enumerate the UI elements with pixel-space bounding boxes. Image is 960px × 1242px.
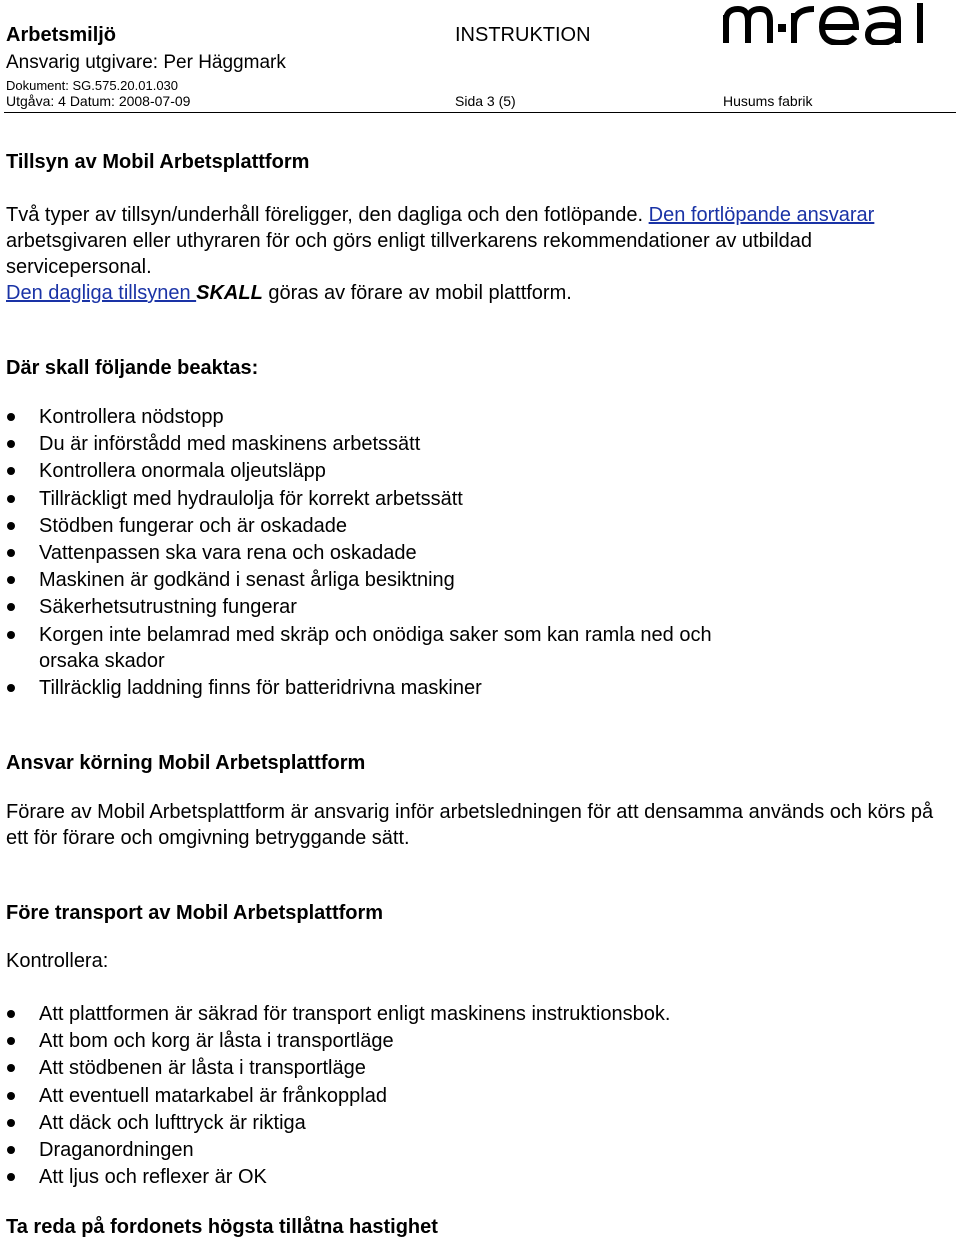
- list-item: Vattenpassen ska vara rena och oskadade: [0, 540, 940, 567]
- heading-beaktas: Där skall följande beaktas:: [6, 357, 259, 379]
- heading-ansvar-korning: Ansvar körning Mobil Arbetsplattform: [6, 752, 366, 774]
- tillsyn-intro-text: Två typer av tillsyn/underhåll föreligger, den dagliga och den fotlöpande.: [6, 204, 649, 226]
- mreal-logo: [722, 3, 944, 45]
- bullet-icon: [7, 522, 15, 530]
- fortlopande-link[interactable]: Den fortlöpande ansvarar: [648, 204, 875, 226]
- daglig-tillsyn-link[interactable]: Den dagliga tillsynen: [6, 282, 197, 304]
- skall-emphasis: SKALL: [196, 282, 263, 304]
- header-title: Arbetsmiljö: [6, 24, 117, 46]
- facility-name: Husums fabrik: [723, 93, 813, 109]
- bullet-icon: [7, 549, 15, 557]
- bullet-icon: [7, 1092, 15, 1100]
- bullet-icon: [7, 440, 15, 448]
- bullet-icon: [7, 467, 15, 475]
- bullet-icon: [7, 1173, 15, 1181]
- bullet-icon: [7, 1037, 15, 1045]
- list-item: Du är införstådd med maskinens arbetssätt: [0, 431, 940, 458]
- daglig-rest-text: göras av förare av mobil plattform.: [262, 282, 572, 304]
- list-item: Att däck och lufttryck är riktiga: [0, 1110, 940, 1137]
- ansvar-paragraph: Förare av Mobil Arbetsplattform är ansvarig inför arbetsledningen för att densamma används och körs på ett för förare och omgivning betryggande sätt.: [6, 801, 934, 849]
- list-item: Maskinen är godkänd i senast årliga besiktning: [0, 567, 940, 594]
- header-divider: [4, 112, 956, 113]
- list-item: Tillräcklig laddning finns för batteridrivna maskiner: [0, 675, 940, 702]
- heading-hastighet: Ta reda på fordonets högsta tillåtna hastighet: [6, 1216, 438, 1238]
- list-item: Kontrollera nödstopp: [0, 404, 940, 431]
- beaktas-list: [0, 404, 940, 702]
- list-item: Att plattformen är säkrad för transport enligt maskinens instruktionsbok.: [0, 1001, 940, 1028]
- kontrollera-label: Kontrollera:: [6, 950, 109, 972]
- bullet-icon: [7, 1010, 15, 1018]
- page-number: Sida 3 (5): [455, 93, 516, 109]
- list-item: Att ljus och reflexer är OK: [0, 1164, 940, 1191]
- bullet-icon: [7, 1119, 15, 1127]
- list-item: Kontrollera onormala oljeutsläpp: [0, 458, 940, 485]
- bullet-icon: [7, 495, 15, 503]
- list-item: Att stödbenen är låsta i transportläge: [0, 1055, 940, 1082]
- daglig-tillsyn-paragraph: [6, 280, 946, 306]
- bullet-icon: [7, 684, 15, 692]
- list-item: Tillräckligt med hydraulolja för korrekt arbetssätt: [0, 486, 940, 513]
- bullet-icon: [7, 1146, 15, 1154]
- transport-list: [0, 1001, 940, 1191]
- bullet-icon: [7, 631, 15, 639]
- list-item: Korgen inte belamrad med skräp och onödiga saker som kan ramla ned och orsaka skador: [0, 622, 940, 675]
- tillsyn-paragraph: [6, 202, 946, 280]
- list-item: Stödben fungerar och är oskadade: [0, 513, 940, 540]
- document-type: INSTRUKTION: [455, 24, 591, 46]
- list-item: Draganordningen: [0, 1137, 940, 1164]
- list-item: Att bom och korg är låsta i transportläge: [0, 1028, 940, 1055]
- bullet-icon: [7, 413, 15, 421]
- heading-tillsyn: Tillsyn av Mobil Arbetsplattform: [6, 151, 310, 173]
- document-number: Dokument: SG.575.20.01.030: [6, 78, 179, 93]
- list-item: Att eventuell matarkabel är frånkopplad: [0, 1083, 940, 1110]
- list-item: Säkerhetsutrustning fungerar: [0, 594, 940, 621]
- tillsyn-rest-text: arbetsgivaren eller uthyraren för och görs enligt tillverkarens rekommendationer av utbildad servicepersonal.: [6, 230, 812, 278]
- responsible-publisher: Ansvarig utgivare: Per Häggmark: [6, 52, 286, 73]
- bullet-icon: [7, 1064, 15, 1072]
- bullet-icon: [7, 576, 15, 584]
- bullet-icon: [7, 603, 15, 611]
- edition-date: Utgåva: 4 Datum: 2008-07-09: [6, 93, 191, 109]
- heading-fore-transport: Före transport av Mobil Arbetsplattform: [6, 902, 384, 924]
